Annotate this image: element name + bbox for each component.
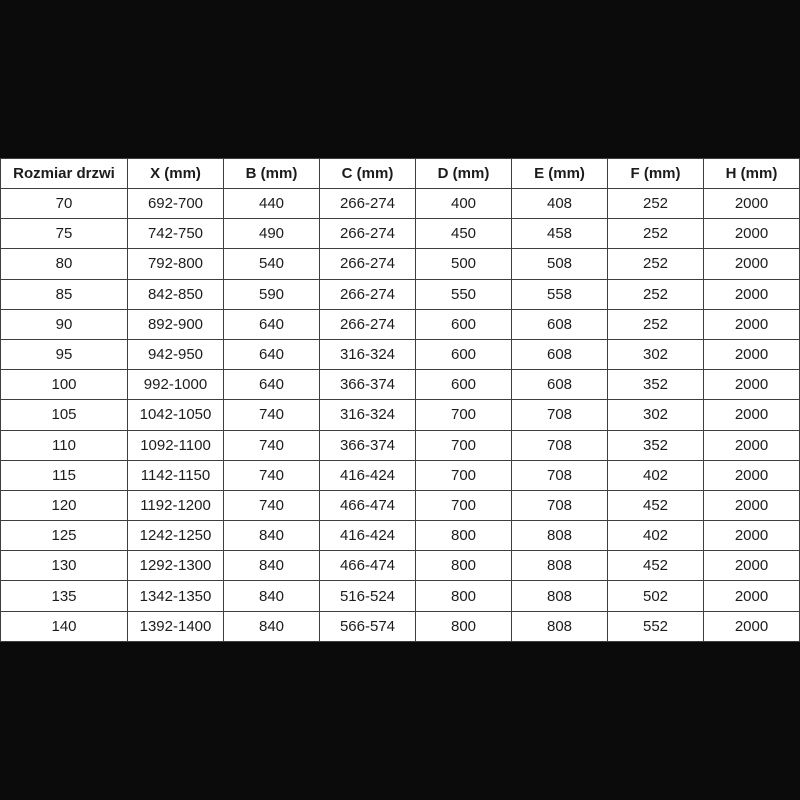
table-cell: 2000	[704, 249, 800, 279]
table-cell: 366-374	[320, 430, 416, 460]
table-row	[1, 309, 800, 339]
table-cell: 740	[224, 400, 320, 430]
table-cell: 800	[416, 521, 512, 551]
column-header: H (mm)	[704, 159, 800, 189]
table-row	[1, 339, 800, 369]
table-cell: 252	[608, 219, 704, 249]
table-cell: 700	[416, 490, 512, 520]
table-cell: 452	[608, 490, 704, 520]
table-cell: 840	[224, 521, 320, 551]
table-cell: 2000	[704, 309, 800, 339]
table-cell: 2000	[704, 219, 800, 249]
table-cell: 840	[224, 551, 320, 581]
row-size-cell: 125	[1, 521, 128, 551]
row-size-cell: 105	[1, 400, 128, 430]
table-cell: 640	[224, 309, 320, 339]
table-cell: 808	[512, 581, 608, 611]
table-cell: 640	[224, 370, 320, 400]
table-cell: 800	[416, 551, 512, 581]
table-cell: 740	[224, 430, 320, 460]
table-cell: 708	[512, 460, 608, 490]
table-cell: 266-274	[320, 219, 416, 249]
table-header-row	[1, 159, 800, 189]
column-header: C (mm)	[320, 159, 416, 189]
row-size-cell: 135	[1, 581, 128, 611]
table-cell: 600	[416, 309, 512, 339]
table-cell: 1342-1350	[128, 581, 224, 611]
column-header: Rozmiar drzwi	[1, 159, 128, 189]
table-cell: 840	[224, 611, 320, 641]
table-cell: 316-324	[320, 400, 416, 430]
table-cell: 700	[416, 430, 512, 460]
table-row	[1, 430, 800, 460]
table-cell: 558	[512, 279, 608, 309]
table-cell: 402	[608, 460, 704, 490]
table-cell: 550	[416, 279, 512, 309]
table-cell: 508	[512, 249, 608, 279]
table-cell: 302	[608, 339, 704, 369]
table-cell: 742-750	[128, 219, 224, 249]
table-cell: 608	[512, 309, 608, 339]
table-cell: 266-274	[320, 189, 416, 219]
table-row	[1, 490, 800, 520]
door-size-table	[0, 158, 800, 642]
row-size-cell: 80	[1, 249, 128, 279]
table-cell: 2000	[704, 430, 800, 460]
table-cell: 458	[512, 219, 608, 249]
table-cell: 416-424	[320, 460, 416, 490]
table-cell: 700	[416, 460, 512, 490]
table-cell: 808	[512, 521, 608, 551]
table-cell: 1242-1250	[128, 521, 224, 551]
table-cell: 252	[608, 189, 704, 219]
table-cell: 1292-1300	[128, 551, 224, 581]
table-cell: 352	[608, 370, 704, 400]
table-row	[1, 581, 800, 611]
column-header: F (mm)	[608, 159, 704, 189]
row-size-cell: 140	[1, 611, 128, 641]
table-cell: 500	[416, 249, 512, 279]
table-cell: 692-700	[128, 189, 224, 219]
table-cell: 808	[512, 611, 608, 641]
table-row	[1, 189, 800, 219]
row-size-cell: 95	[1, 339, 128, 369]
row-size-cell: 115	[1, 460, 128, 490]
column-header: D (mm)	[416, 159, 512, 189]
table-cell: 608	[512, 339, 608, 369]
table-cell: 552	[608, 611, 704, 641]
table-cell: 992-1000	[128, 370, 224, 400]
table-body	[1, 189, 800, 642]
table-cell: 1042-1050	[128, 400, 224, 430]
table-cell: 502	[608, 581, 704, 611]
row-size-cell: 100	[1, 370, 128, 400]
table-cell: 450	[416, 219, 512, 249]
table-row	[1, 460, 800, 490]
table-cell: 600	[416, 339, 512, 369]
table-cell: 1192-1200	[128, 490, 224, 520]
table-cell: 2000	[704, 551, 800, 581]
row-size-cell: 120	[1, 490, 128, 520]
table-cell: 466-474	[320, 551, 416, 581]
table-cell: 416-424	[320, 521, 416, 551]
table-cell: 2000	[704, 370, 800, 400]
table-cell: 2000	[704, 189, 800, 219]
table-cell: 792-800	[128, 249, 224, 279]
table-cell: 352	[608, 430, 704, 460]
table-cell: 740	[224, 490, 320, 520]
table-cell: 2000	[704, 581, 800, 611]
table-cell: 840	[224, 581, 320, 611]
table-cell: 1092-1100	[128, 430, 224, 460]
table-cell: 892-900	[128, 309, 224, 339]
table-cell: 540	[224, 249, 320, 279]
table-cell: 452	[608, 551, 704, 581]
row-size-cell: 70	[1, 189, 128, 219]
table-cell: 266-274	[320, 309, 416, 339]
table-row	[1, 551, 800, 581]
table-cell: 800	[416, 581, 512, 611]
table-cell: 2000	[704, 460, 800, 490]
table-row	[1, 611, 800, 641]
table-cell: 408	[512, 189, 608, 219]
table-cell: 740	[224, 460, 320, 490]
table-cell: 440	[224, 189, 320, 219]
table-cell: 252	[608, 279, 704, 309]
table-cell: 942-950	[128, 339, 224, 369]
row-size-cell: 90	[1, 309, 128, 339]
table-cell: 1142-1150	[128, 460, 224, 490]
table-cell: 708	[512, 400, 608, 430]
table-cell: 2000	[704, 521, 800, 551]
table-cell: 808	[512, 551, 608, 581]
table-cell: 366-374	[320, 370, 416, 400]
table-cell: 2000	[704, 611, 800, 641]
row-size-cell: 75	[1, 219, 128, 249]
table-row	[1, 370, 800, 400]
table-cell: 608	[512, 370, 608, 400]
table-cell: 800	[416, 611, 512, 641]
table-cell: 600	[416, 370, 512, 400]
row-size-cell: 110	[1, 430, 128, 460]
table-cell: 266-274	[320, 249, 416, 279]
table-cell: 590	[224, 279, 320, 309]
table-cell: 252	[608, 249, 704, 279]
table-cell: 2000	[704, 490, 800, 520]
table-cell: 566-574	[320, 611, 416, 641]
table-row	[1, 400, 800, 430]
table-cell: 316-324	[320, 339, 416, 369]
table-cell: 490	[224, 219, 320, 249]
table-cell: 640	[224, 339, 320, 369]
table-cell: 302	[608, 400, 704, 430]
row-size-cell: 85	[1, 279, 128, 309]
table-cell: 708	[512, 490, 608, 520]
row-size-cell: 130	[1, 551, 128, 581]
table-cell: 2000	[704, 279, 800, 309]
column-header: X (mm)	[128, 159, 224, 189]
table-row	[1, 249, 800, 279]
table-cell: 252	[608, 309, 704, 339]
table-cell: 402	[608, 521, 704, 551]
table-cell: 2000	[704, 400, 800, 430]
table-cell: 2000	[704, 339, 800, 369]
table-cell: 266-274	[320, 279, 416, 309]
table-cell: 400	[416, 189, 512, 219]
table-row	[1, 219, 800, 249]
column-header: B (mm)	[224, 159, 320, 189]
table-cell: 842-850	[128, 279, 224, 309]
table-cell: 1392-1400	[128, 611, 224, 641]
table-cell: 708	[512, 430, 608, 460]
table-row	[1, 279, 800, 309]
table-cell: 700	[416, 400, 512, 430]
table-cell: 466-474	[320, 490, 416, 520]
column-header: E (mm)	[512, 159, 608, 189]
table-row	[1, 521, 800, 551]
table-cell: 516-524	[320, 581, 416, 611]
